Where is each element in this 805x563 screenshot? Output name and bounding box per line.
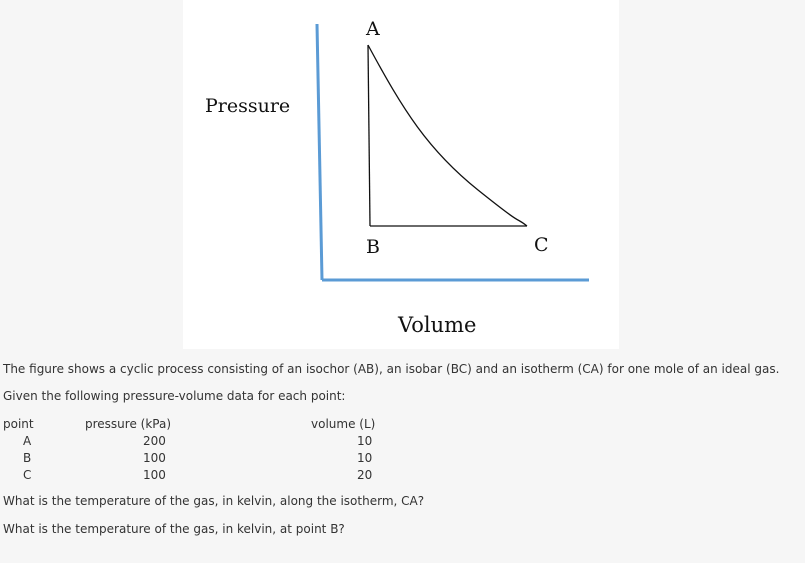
isotherm-ca	[368, 45, 527, 226]
point-a-label: A	[366, 18, 380, 40]
header-pressure: pressure (kPa)	[85, 417, 172, 431]
header-point: point	[3, 417, 34, 431]
question-point-b: What is the temperature of the gas, in kelvin, at point B?	[3, 522, 345, 536]
row-volume: 10	[357, 451, 373, 465]
row-point: C	[23, 468, 32, 482]
given-text: Given the following pressure-volume data for each point:	[3, 389, 346, 403]
pv-data-table	[3, 416, 437, 484]
point-b-label: B	[366, 236, 380, 258]
row-pressure: 200	[143, 434, 166, 448]
question-isotherm: What is the temperature of the gas, in kelvin, along the isotherm, CA?	[3, 494, 425, 508]
row-volume: 10	[357, 434, 373, 448]
table-row	[3, 433, 437, 450]
isochor-ab	[368, 45, 370, 226]
problem-text	[3, 362, 799, 550]
row-point: B	[23, 451, 32, 465]
table-row	[3, 450, 437, 467]
table-row	[3, 467, 437, 484]
row-point: A	[23, 434, 32, 448]
x-axis-label: Volume	[398, 313, 477, 337]
intro-text: The figure shows a cyclic process consisting of an isochor (AB), an isobar (BC) and an isotherm (CA) for one mole of an ideal gas.	[3, 362, 780, 376]
header-volume: volume (L)	[311, 417, 376, 431]
y-axis-label: Pressure	[205, 95, 291, 117]
table-header-row	[3, 416, 437, 433]
row-pressure: 100	[143, 468, 166, 482]
row-pressure: 100	[143, 451, 166, 465]
pv-diagram-panel	[183, 0, 619, 349]
point-c-label: C	[534, 234, 549, 256]
row-volume: 20	[357, 468, 373, 482]
pv-diagram	[183, 0, 619, 349]
y-axis	[317, 24, 322, 280]
